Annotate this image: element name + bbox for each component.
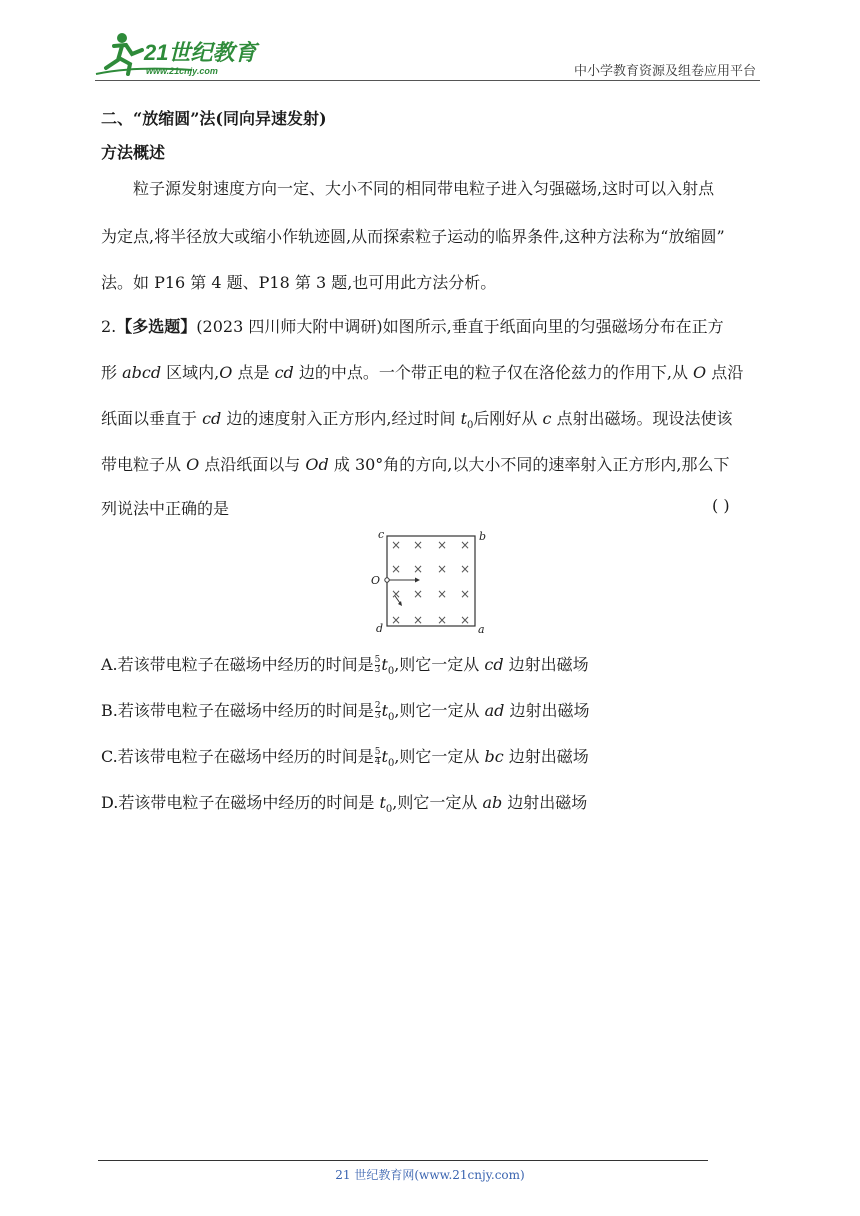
paragraph-line-2: 为定点,将半径放大或缩小作轨迹圆,从而探索粒子运动的临界条件,这种方法称为“放缩圆” — [101, 227, 725, 246]
svg-text:×: × — [391, 562, 402, 576]
svg-text:×: × — [413, 538, 424, 552]
question-line-1: 2.【多选题】(2023 四川师大附中调研)如图所示,垂直于纸面向里的匀强磁场分布在正方 — [101, 317, 724, 336]
fraction: $\frac{5}{3}$ — [374, 655, 381, 675]
fraction: $\frac{5}{4}$ — [374, 747, 381, 767]
question-line-4: 带电粒子从 O 点沿纸面以与 Od 成 30°角的方向,以大小不同的速率射入正方形内,那么下 — [101, 455, 730, 474]
page-header — [0, 0, 860, 90]
footer-divider — [98, 1160, 708, 1161]
svg-text:×: × — [437, 587, 448, 601]
question-source: (2023 四川师大附中调研) — [196, 317, 383, 336]
svg-text:×: × — [437, 613, 448, 627]
header-divider — [95, 80, 760, 81]
option-b: B.若该带电粒子在磁场中经历的时间是 $\frac{2}{3}$ $t_0$,则它一定从 ad 边射出磁场 — [101, 701, 590, 724]
point-O — [385, 578, 389, 582]
svg-text:×: × — [391, 587, 402, 601]
option-d: D.若该带电粒子在磁场中经历的时间是 $t_0$,则它一定从 ab 边射出磁场 — [101, 793, 588, 816]
label-a: a — [478, 623, 485, 636]
svg-text:×: × — [460, 562, 471, 576]
label-O: O — [371, 574, 381, 587]
svg-text:×: × — [460, 538, 471, 552]
question-line-3: 纸面以垂直于 cd 边的速度射入正方形内,经过时间 $t_0$后刚好从 c 点射出磁场。现设法使该 — [101, 409, 733, 432]
answer-parentheses: ( ) — [712, 496, 730, 515]
paragraph-line-1: 粒子源发射速度方向一定、大小不同的相同带电粒子进入匀强磁场,这时可以入射点 — [133, 179, 715, 198]
field-crosses — [391, 538, 470, 627]
header-platform-text: 中小学教育资源及组卷应用平台 — [573, 64, 756, 79]
svg-text:×: × — [391, 538, 402, 552]
svg-text:×: × — [413, 587, 424, 601]
paragraph-line-3: 法。如 P16 第 4 题、P18 第 3 题,也可用此方法分析。 — [101, 273, 497, 292]
logo-21cnjy — [92, 30, 262, 80]
option-a: A.若该带电粒子在磁场中经历的时间是 $\frac{5}{3}$ $t_0$,则它一定从 cd 边射出磁场 — [101, 655, 589, 678]
svg-text:×: × — [460, 613, 471, 627]
question-line-2: 形 abcd 区域内,O 点是 cd 边的中点。一个带正电的粒子仅在洛伦兹力的作用下,从 O 点沿 — [101, 363, 744, 382]
svg-text:www.21cnjy.com: www.21cnjy.com — [146, 66, 218, 76]
label-d: d — [376, 622, 384, 635]
question-type-tag: 【多选题】 — [116, 317, 197, 336]
svg-text:×: × — [413, 562, 424, 576]
svg-text:×: × — [391, 613, 402, 627]
svg-text:21世纪教育: 21世纪教育 — [144, 40, 257, 65]
section-subheading: 方法概述 — [101, 143, 166, 162]
svg-text:×: × — [413, 613, 424, 627]
question-line-5: 列说法中正确的是 — [101, 499, 230, 518]
svg-text:×: × — [437, 562, 448, 576]
label-b: b — [479, 530, 487, 543]
svg-text:×: × — [460, 587, 471, 601]
label-c: c — [378, 528, 385, 541]
option-c: C.若该带电粒子在磁场中经历的时间是 $\frac{5}{4}$ $t_0$,则它一定从 bc 边射出磁场 — [101, 747, 589, 770]
section-heading: 二、“放缩圆”法(同向异速发射) — [101, 109, 327, 128]
fraction: $\frac{2}{3}$ — [374, 701, 381, 721]
velocity-arrowhead — [415, 578, 420, 583]
svg-text:×: × — [437, 538, 448, 552]
footer-link[interactable]: 21 世纪教育网(www.21cnjy.com) — [335, 1168, 525, 1182]
magnetic-field-diagram — [360, 528, 500, 638]
question-number: 2. — [101, 317, 117, 336]
